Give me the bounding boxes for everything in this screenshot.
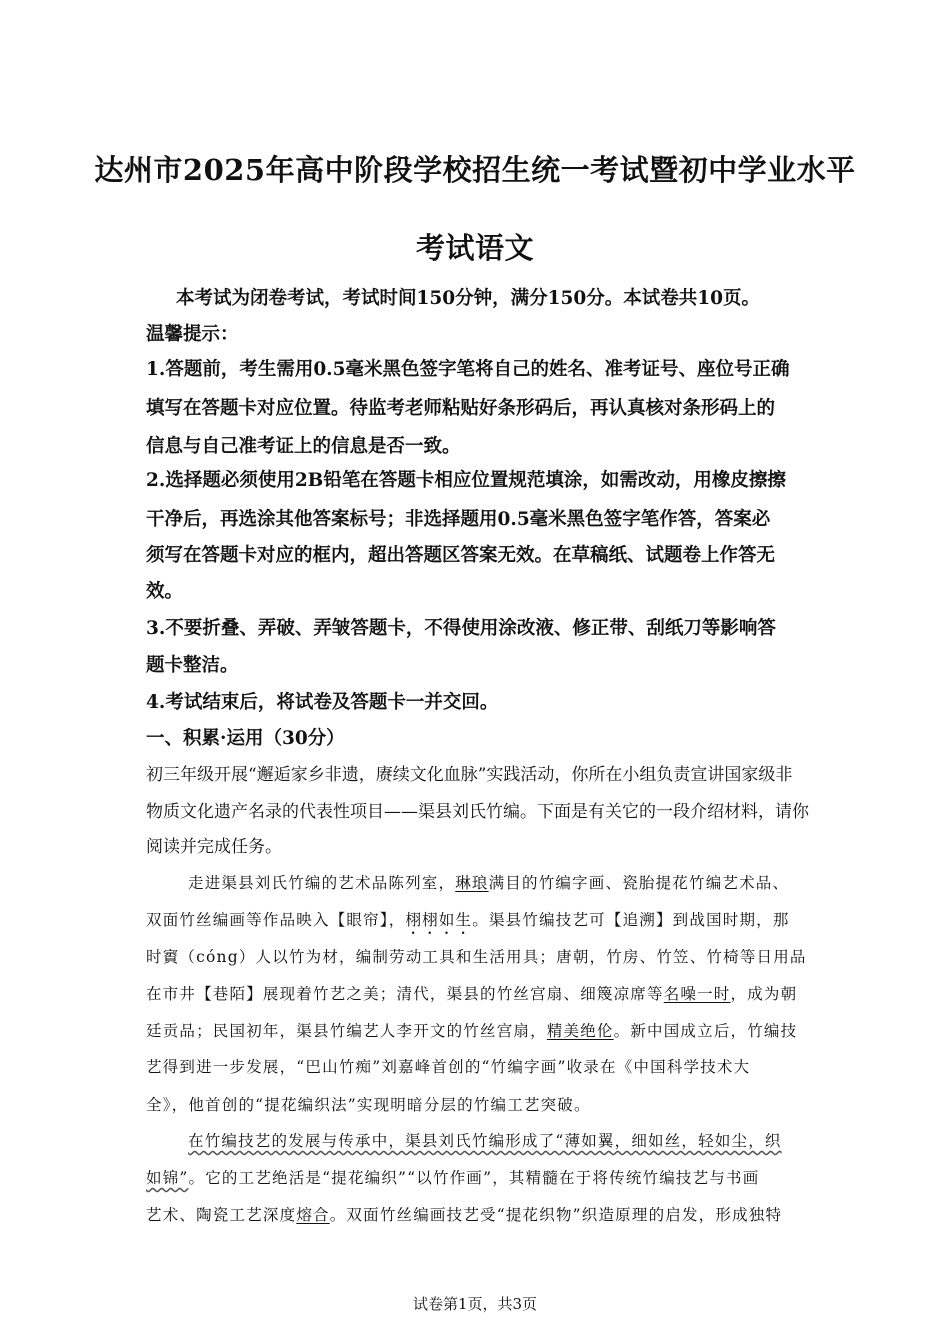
passage-line: 如锦”。它的工艺绝活是“提花编织”“以竹作画”，其精髓在于将传统竹编技艺与书画 — [146, 1169, 760, 1187]
passage-line: 时賨（cóng）人以竹为材，编制劳动工具和生活用具；唐朝，竹房、竹笠、竹椅等日用品 — [146, 948, 807, 966]
passage-line: 双面竹丝编画等作品映入【眼帘】，栩栩如生。渠县竹编技艺可【追溯】到战国时期，那 — [146, 911, 790, 929]
passage-line: 走进渠县刘氏竹编的艺术品陈列室，琳琅满目的竹编字画、瓷胎提花竹编艺术品、 — [188, 874, 790, 892]
underlined-word: 琳琅 — [455, 874, 489, 892]
tip-line: 2.选择题必须使用2B铅笔在答题卡相应位置规范填涂，如需改动，用橡皮擦擦 — [146, 470, 786, 491]
passage-wavy-line: 在竹编技艺的发展与传承中，渠县刘氏竹编形成了“薄如翼，细如丝，轻如尘，织 — [188, 1132, 782, 1150]
passage-line: 全》，他首创的“提花编织法”实现明暗分层的竹编工艺突破。 — [146, 1096, 591, 1114]
task-line: 阅读并完成任务。 — [146, 837, 282, 857]
tip-line: 题卡整洁。 — [146, 655, 239, 676]
task-line: 物质文化遗产名录的代表性项目——渠县刘氏竹编。下面是有关它的一段介绍材料，请你 — [146, 802, 809, 822]
underlined-word: 熔合 — [296, 1206, 330, 1224]
dotted-phrase: 栩栩如生 — [405, 911, 473, 929]
tip-line: 须写在答题卡对应的框内，超出答题区答案无效。在草稿纸、试题卷上作答无 — [146, 545, 776, 566]
passage-line: 艺术、陶瓷工艺深度熔合。双面竹丝编画技艺受“提花织物”织造原理的启发，形成独特 — [146, 1206, 783, 1224]
tip-line: 填写在答题卡对应位置。待监考老师粘贴好条形码后，再认真核对条形码上的 — [146, 398, 776, 419]
underlined-idiom: 名噪一时 — [663, 985, 731, 1003]
passage-line: 在市井【巷陌】展现着竹艺之美；清代，渠县的竹丝宫扇、细篾凉席等名噪一时，成为朝 — [146, 985, 798, 1003]
section-heading: 一、积累·运用（30分） — [146, 728, 345, 749]
passage-line: 艺得到进一步发展，“巴山竹痴”刘嘉峰首创的“竹编字画”收录在《中国科学技术大 — [146, 1058, 751, 1076]
tips-heading: 温馨提示： — [146, 324, 239, 345]
wavy-phrase: 如锦” — [146, 1169, 189, 1187]
passage-line: 廷贡品；民国初年，渠县竹编艺人李开文的竹丝宫扇，精美绝伦。新中国成立后，竹编技 — [146, 1022, 798, 1040]
tip-line: 信息与自己准考证上的信息是否一致。 — [146, 436, 461, 457]
tip-line: 4.考试结束后，将试卷及答题卡一并交回。 — [146, 692, 499, 713]
tip-line: 干净后，再选涂其他答案标号；非选择题用0.5毫米黑色签字笔作答，答案必 — [146, 509, 771, 530]
underlined-idiom: 精美绝伦 — [546, 1022, 614, 1040]
exam-intro: 本考试为闭卷考试，考试时间150分钟，满分150分。本试卷共10页。 — [176, 288, 760, 309]
exam-title-line2: 考试语文 — [415, 231, 534, 265]
tip-line: 效。 — [146, 581, 184, 602]
page-footer: 试卷第1页，共3页 — [412, 1295, 538, 1313]
task-line: 初三年级开展“邂逅家乡非遗，赓续文化血脉”实践活动，你所在小组负责宣讲国家级非 — [146, 765, 793, 785]
tip-line: 1.答题前，考生需用0.5毫米黑色签字笔将自己的姓名、准考证号、座位号正确 — [146, 359, 790, 380]
tip-line: 3.不要折叠、弄破、弄皱答题卡，不得使用涂改液、修正带、刮纸刀等影响答 — [146, 618, 776, 639]
exam-title-line1: 达州市2025年高中阶段学校招生统一考试暨初中学业水平 — [94, 153, 856, 187]
